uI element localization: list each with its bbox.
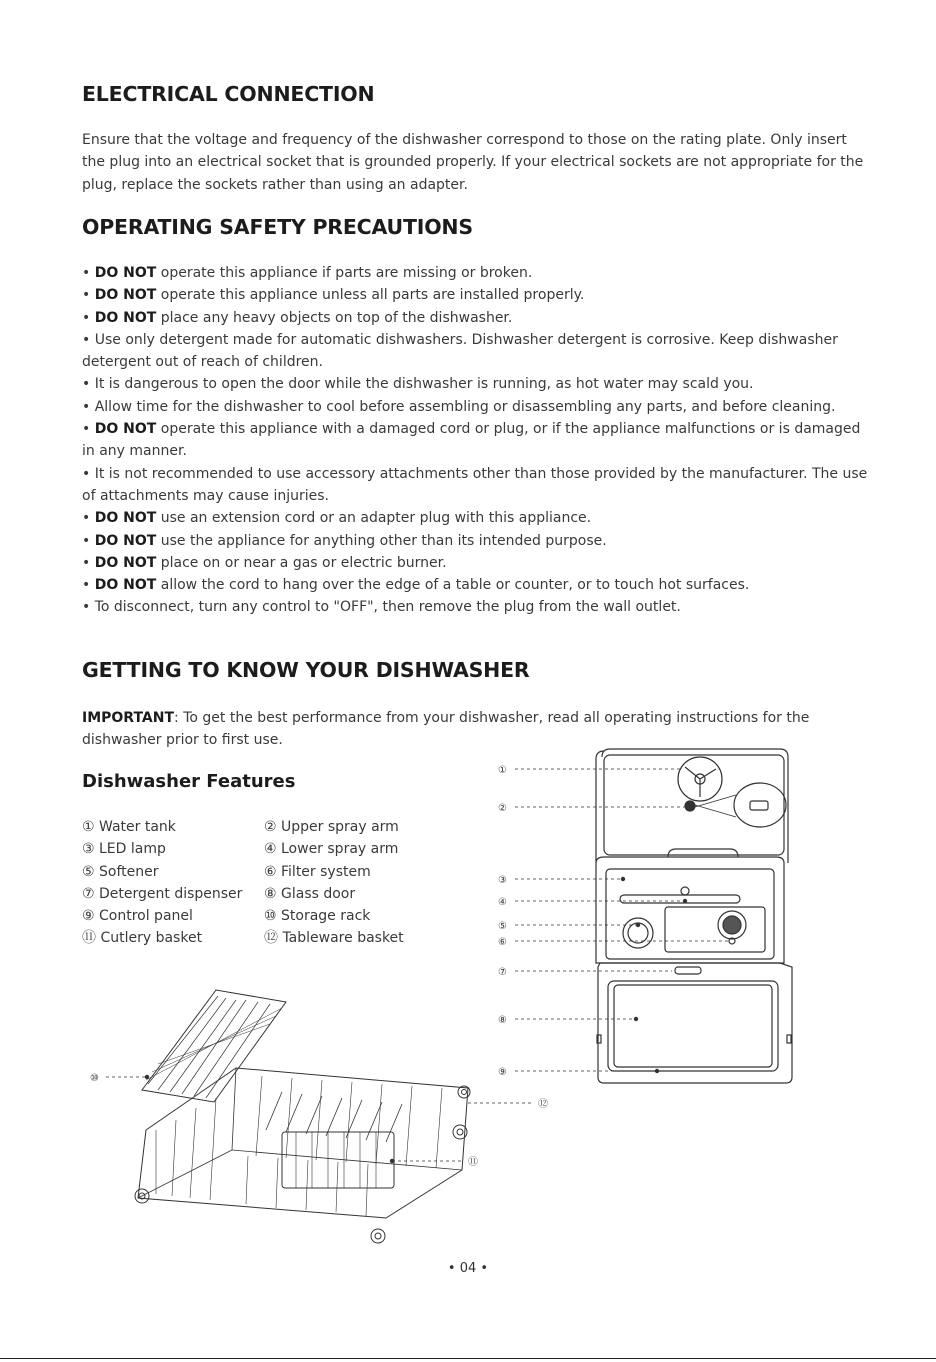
- safety-item: • DO NOT use the appliance for anything other than its intended purpose.: [82, 532, 607, 549]
- important-text: : To get the best performance from your dishwasher, read all operating instructions for the dishwasher prior to first use.: [82, 710, 810, 749]
- callout-5: ⑤: [498, 921, 507, 932]
- callout-6: ⑥: [498, 937, 507, 948]
- safety-item: • DO NOT operate this appliance if parts are missing or broken.: [82, 265, 533, 281]
- features-row: ⑤ Softener ⑥ Filter system: [82, 863, 371, 880]
- callout-7: ⑦: [498, 967, 507, 978]
- safety-item: • To disconnect, turn any control to "OFF", then remove the plug from the wall outlet.: [82, 599, 681, 616]
- safety-item: • DO NOT place on or near a gas or electric burner.: [82, 554, 447, 571]
- features-row: ⑦ Detergent dispenser ⑧ Glass door: [82, 885, 356, 902]
- callout-8: ⑧: [498, 1015, 507, 1026]
- features-row: ⑨ Control panel ⑩ Storage rack: [82, 908, 371, 925]
- safety-item: • DO NOT allow the cord to hang over the edge of a table or counter, or to touch hot surfaces.: [82, 577, 750, 594]
- safety-item: • DO NOT place any heavy objects on top of the dishwasher.: [82, 309, 513, 326]
- callout-4: ④: [498, 897, 507, 908]
- getting-heading: GETTING TO KNOW YOUR DISHWASHER: [82, 658, 530, 682]
- bottom-divider: [0, 1358, 936, 1359]
- safety-item: • Allow time for the dishwasher to cool before assembling or disassembling any parts, and before cleaning.: [82, 398, 836, 415]
- features-list: [82, 816, 404, 950]
- safety-heading: OPERATING SAFETY PRECAUTIONS: [82, 215, 473, 239]
- electrical-heading: ELECTRICAL CONNECTION: [82, 82, 375, 106]
- features-row: ⑪ Cutlery basket ⑫ Tableware basket: [82, 930, 404, 947]
- callout-3: ③: [498, 875, 507, 886]
- safety-item: • DO NOT operate this appliance with a damaged cord or plug, or if the appliance malfunctions or is damaged in any manner.: [82, 421, 861, 460]
- features-row: ③ LED lamp ④ Lower spray arm: [82, 841, 399, 858]
- safety-item: • It is not recommended to use accessory attachments other than those provided by the manufacturer. The use of attachments may cause injuries.: [82, 465, 868, 504]
- safety-item: • It is dangerous to open the door while the dishwasher is running, as hot water may scald you.: [82, 376, 754, 393]
- callout-2: ②: [498, 803, 507, 814]
- callout-9: ⑨: [498, 1067, 507, 1078]
- callout-12: ⑫: [538, 1099, 548, 1110]
- features-row: ① Water tank ② Upper spray arm: [82, 819, 399, 835]
- callout-10: ⑩: [90, 1073, 99, 1084]
- safety-item: • DO NOT operate this appliance unless all parts are installed properly.: [82, 287, 585, 304]
- rack-diagram: [86, 980, 566, 1252]
- important-label: IMPORTANT: [82, 710, 175, 726]
- features-heading: Dishwasher Features: [82, 771, 296, 792]
- electrical-body: Ensure that the voltage and frequency of the dishwasher correspond to those on the rating plate. Only insert the plug into an electrical socket that is grounded properly. If your electrical sockets are not appropriate for the plug, replace the sockets rather than using an adapter.: [82, 132, 864, 193]
- safety-list: [82, 262, 872, 619]
- safety-item: • Use only detergent made for automatic dishwashers. Dishwasher detergent is corrosive. Keep dishwasher detergent out of reach of children.: [82, 331, 838, 371]
- callout-11: ⑪: [468, 1157, 478, 1168]
- callout-1: ①: [498, 765, 507, 776]
- page-number: • 04 •: [447, 1261, 489, 1276]
- safety-item: • DO NOT use an extension cord or an adapter plug with this appliance.: [82, 510, 592, 527]
